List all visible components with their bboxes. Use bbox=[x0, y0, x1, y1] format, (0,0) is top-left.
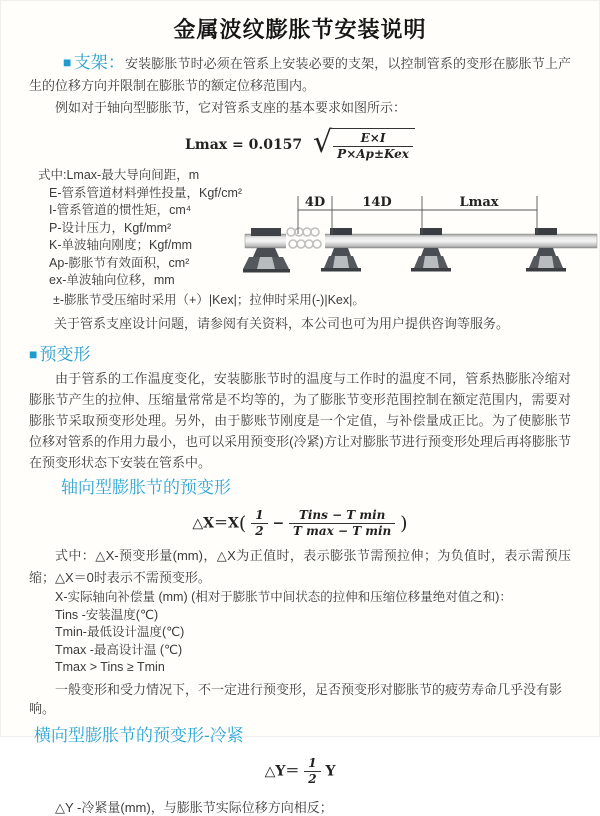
support-intro-paragraph bbox=[29, 53, 571, 97]
guide-spacing-formula bbox=[29, 125, 571, 162]
predeform-paragraph: 由于管系的工作温度变化，安装膨胀节时的温度与工作时的温度不同，管系热膨胀冷缩对膨胀节产生的拉伸、压缩量常常是不均等的，为了膨胀节变形范围控制在额定范围内，需要对膨胀节采取预变形处理。另外，由于膨账节刚度是一个定值，与补偿量成正比。为了使膨胀节位移对管系的作用力最小，也可以采用预变形(冷紧)方让对膨胀节进行预变形处理后再将膨胀节在预变形状态下安装在管系中。 bbox=[29, 371, 571, 470]
predeform-section-heading bbox=[29, 343, 571, 367]
fraction-numerator: E×I bbox=[333, 131, 413, 147]
fraction-denominator: P×Ap±Kex bbox=[337, 147, 409, 161]
variable-line: E-管系管道材料弹性投量，Kgf/cm² bbox=[49, 185, 243, 200]
formula-lhs: △X＝X bbox=[192, 515, 239, 532]
pipe-support-diagram bbox=[243, 193, 599, 289]
support-note: 关于管系支座设计问题，请参阅有关资料，本公司也可为用户提供咨询等服务。 bbox=[54, 316, 510, 331]
variable-line: Tmin-最低设计温度(℃) bbox=[55, 625, 185, 639]
page-content bbox=[1, 53, 599, 816]
radical-sign: √ bbox=[313, 125, 333, 160]
variable-line: Tmax > Tins ≥ Tmin bbox=[55, 660, 165, 674]
axial-predeform-formula bbox=[29, 508, 571, 539]
variable-line: Ap-膨胀节有效面积，cm² bbox=[49, 255, 190, 270]
axial-formula-explanation: 式中：△X-预变形量(mm)，△X为正值时，表示膨张节需预拉伸；为负值时，表示需预压缩；△X＝0时表示不需预变形。 bbox=[29, 548, 571, 585]
fraction-numerator: 1 bbox=[304, 756, 320, 772]
lateral-predeform-subheading: 横向型膨胀节的预变形-冷紧 bbox=[34, 725, 244, 745]
dimension-label-4d: 4D bbox=[304, 195, 326, 210]
lateral-note: △Y -冷紧量(mm)，与膨胀节实际位移方向相反； bbox=[55, 799, 333, 815]
variable-line: I-管系管道的惯性矩，cm⁴ bbox=[49, 203, 192, 217]
fraction-denominator: 2 bbox=[308, 771, 317, 786]
temperature-fraction bbox=[289, 508, 395, 539]
bellows-icon bbox=[286, 228, 325, 252]
variable-line: Tmax -最高设计温 (℃) bbox=[55, 642, 183, 657]
fraction-denominator: T max − T min bbox=[293, 524, 392, 538]
variable-line: Tins -安装温度(℃) bbox=[55, 607, 159, 622]
variable-line: ±-膨胀节受压缩时采用（+）|Kex|；拉伸时采用(-)|Kex|。 bbox=[53, 292, 365, 307]
open-paren: ( bbox=[238, 512, 247, 535]
axial-predeform-subheading: 轴向型膨胀节的预变形 bbox=[61, 478, 231, 497]
sqrt-expression bbox=[313, 125, 415, 162]
page-title: 金属波纹膨胀节安装说明 bbox=[173, 17, 427, 42]
minus-operator: − bbox=[272, 515, 285, 532]
variable-line: P-设计压力，Kgf/mm² bbox=[49, 220, 172, 235]
support-heading-label: 支架： bbox=[73, 53, 125, 72]
axial-general-note: 一般变形和受力情况下，不一定进行预变形，足否预变形对膨胀节的疲劳寿命几乎没有影响。 bbox=[29, 681, 563, 716]
dimension-label-lmax: Lmax bbox=[459, 195, 499, 210]
fraction-denominator: 2 bbox=[255, 524, 264, 538]
formula-rhs: Y bbox=[325, 763, 336, 779]
dimension-label-14d: 14D bbox=[362, 195, 392, 210]
axial-variable-list bbox=[29, 589, 571, 677]
fraction-numerator: 1 bbox=[251, 508, 267, 524]
support-example-line: 例如对于轴向型膨胀节，它对管系支座的基本要求如图所示： bbox=[55, 100, 407, 115]
lateral-predeform-formula bbox=[29, 756, 571, 787]
support-section-heading bbox=[63, 53, 125, 72]
formula-lhs: Lmax = 0.0157 bbox=[185, 137, 303, 153]
variable-line: K-单波轴向刚度；Kgf/mm bbox=[49, 238, 193, 252]
support-intro-text: 安装膨胀节时必须在管系上安装必要的支架，以控制管系的变形在膨胀节上产生的位移方向并限制在膨胀节的额定位移范围内。 bbox=[29, 56, 571, 93]
close-paren: ) bbox=[400, 512, 408, 535]
half-fraction bbox=[251, 508, 267, 539]
sqrt-body bbox=[329, 128, 415, 162]
formula-lhs: △Y＝ bbox=[264, 763, 300, 779]
half-fraction bbox=[304, 756, 320, 787]
formula-fraction bbox=[333, 131, 413, 162]
variable-line: ex-单波轴向位移，mm bbox=[49, 273, 175, 287]
variable-line: 式中:Lmax-最大导向间距，m bbox=[38, 168, 200, 182]
section-square-bullet-icon: ■ bbox=[63, 54, 72, 70]
section-square-bullet-icon: ■ bbox=[29, 346, 38, 362]
fraction-numerator: Tins − T min bbox=[289, 508, 395, 524]
variable-line: X-实际轴向补偿量 (mm) (相对于膨胀节中间状态的拉伸和压缩位移量绝对值之和)： bbox=[55, 590, 512, 604]
predeform-heading-label: 预变形 bbox=[39, 345, 91, 364]
